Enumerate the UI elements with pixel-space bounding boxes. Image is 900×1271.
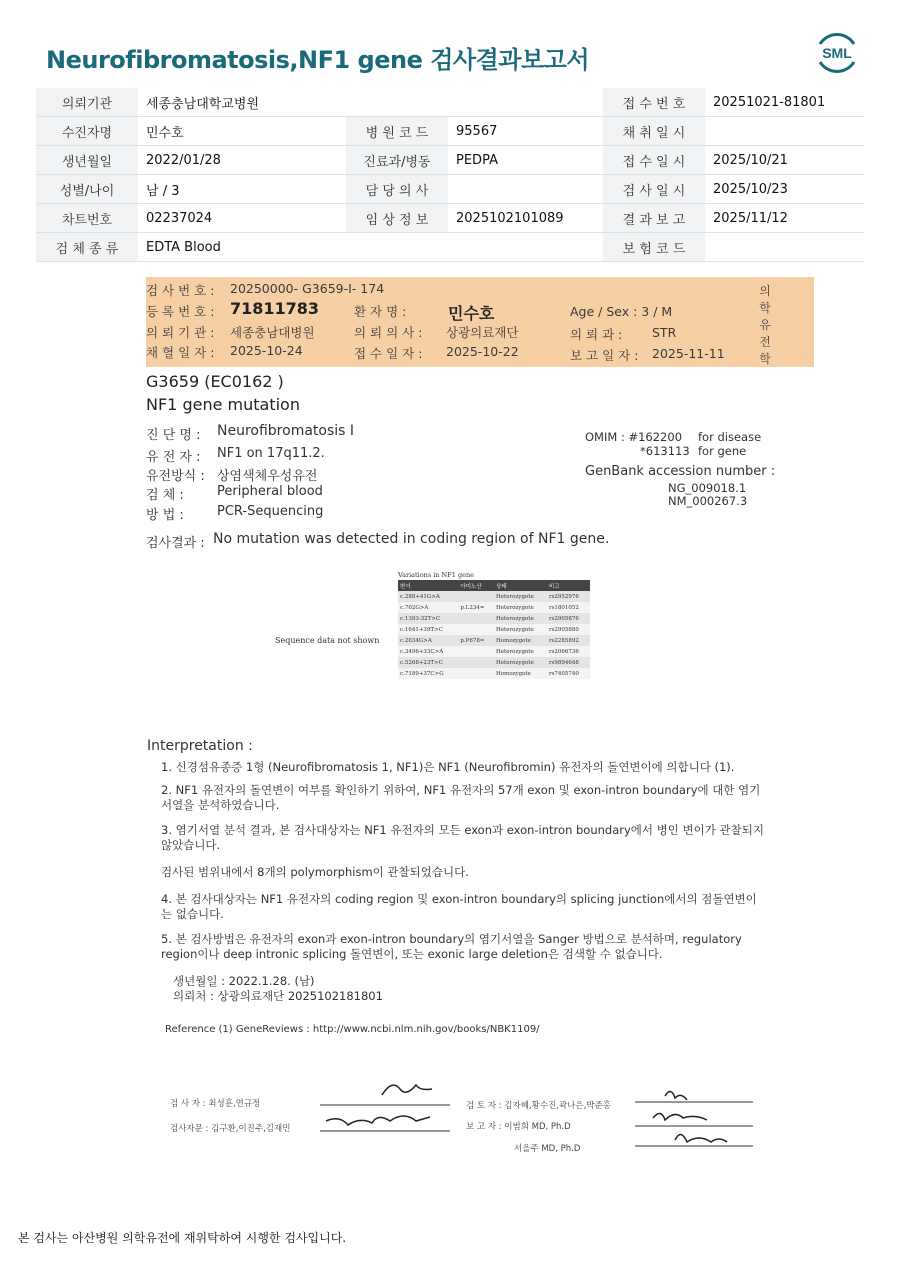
value-patient-name: 민수호 [138,117,346,146]
label-department: 진료과/병동 [346,146,448,175]
advisor-line: 검사자문 : 김구환,이진주,김재민 [170,1124,291,1134]
variations-table [398,571,590,679]
cell [458,613,494,624]
report-title: Neurofibromatosis,NF1 gene 검사결과보고서 [46,46,590,74]
reviewer-line: 검 토 자 : 김자혜,황수진,곽나은,박준홍 [466,1101,611,1111]
cell: p.L234= [458,602,494,613]
table-row [398,657,590,668]
interpretation-heading: Interpretation : [147,738,253,754]
info-row [36,146,864,175]
interpretation-item-2: 2. NF1 유전자의 돌연변이 여부를 확인하기 위하여, NF1 유전자의 57개 exon 및 exon-intron boundary에 대한 염기서열을 분석하였습니다. [161,783,761,812]
label-test-date: 검 사 일 시 [603,175,705,204]
inheritance: 상염색체우성유전 [217,469,318,484]
reference-line: Reference (1) GeneReviews : http://www.ncbi.nlm.nih.gov/books/NBK1109/ [165,1024,540,1035]
interpretation-item-3: 3. 염기서열 분석 결과, 본 검사대상자는 NF1 유전자의 모든 exon과 exon-intron boundary에서 병인 변이가 관찰되지 않았습니다. [161,823,764,852]
label-physician: 담 당 의 사 [346,175,448,204]
age-sex: Age / Sex : 3 / M [570,304,673,319]
value-receipt-no: 20251021-81801 [705,88,864,117]
genbank-nm: NM_000267.3 [668,494,748,508]
cell: rs2905880 [547,624,590,635]
cell: rs2952976 [547,591,590,602]
table-row [398,668,590,679]
cell: p.P678= [458,635,494,646]
reg-label: 등 록 번 호 : [146,304,215,319]
header-variant: 변이 [398,580,458,591]
method: PCR-Sequencing [217,504,324,519]
label-receipt-no: 접 수 번 호 [603,88,705,117]
result-label: 검사결과 : [146,536,205,551]
variations-caption: Variations in NF1 gene [398,571,474,579]
cell [458,624,494,635]
genbank-label: GenBank accession number : [585,464,776,479]
cell: rs1801052 [547,602,590,613]
info-row [36,204,864,233]
tester-line: 검 사 자 : 최성훈,연규정 [170,1099,261,1109]
cell: Heterozygote [494,602,547,613]
specimen-label: 검 체 : [146,488,184,503]
info-row [36,117,864,146]
value-sex-age: 남 / 3 [138,175,346,204]
signature-tester [320,1075,455,1145]
omim-disease-note: for disease [698,430,762,444]
diagnosis-label: 진 단 명 : [146,428,201,443]
reporter-line: 보 고 자 : 이범희 MD, Ph.D [466,1122,571,1132]
label-collection-date: 채 취 일 시 [603,117,705,146]
variations-header-row [398,580,590,591]
lab-header-band [146,277,814,367]
gene: NF1 on 17q11.2. [217,446,325,461]
table-row [398,646,590,657]
test-code: G3659 (EC0162 ) [146,372,284,391]
sml-logo [812,30,862,76]
report-date: 2025-11-11 [652,346,725,361]
dept: STR [652,325,677,340]
collection-date: 2025-10-24 [230,343,303,358]
table-row [398,613,590,624]
header-amino-acid: 아미노산 [458,580,494,591]
label-hospital-code: 병 원 코 드 [346,117,448,146]
value-collection-date [705,117,864,146]
inheritance-label: 유전방식 : [146,469,205,484]
value-clinical-info: 2025102101089 [448,204,603,233]
cell: Homozygote [494,668,547,679]
cell: c.7189+37C>G [398,668,458,679]
value-chart-no: 02237024 [138,204,346,233]
table-row [398,624,590,635]
value-department: PEDPA [448,146,603,175]
label-specimen-type: 검 체 종 류 [36,233,138,262]
cell: c.3496+33C>A [398,646,458,657]
cell: Heterozygote [494,613,547,624]
value-hospital-code: 95567 [448,117,603,146]
label-clinical-info: 임 상 정 보 [346,204,448,233]
specimen: Peripheral blood [217,484,323,499]
patient-name: 민수호 [448,304,495,323]
footer-note: 본 검사는 아산병원 의학유전에 재위탁하여 시행한 검사입니다. [18,1231,347,1245]
patient-label: 환 자 명 : [354,304,407,319]
gene-label: 유 전 자 : [146,450,201,465]
logo-text: SML [822,45,852,61]
test-no: 20250000- G3659-I- 174 [230,281,385,296]
value-receipt-date: 2025/10/21 [705,146,864,175]
cell: rs2905876 [547,613,590,624]
org: 세종충남대병원 [230,325,315,340]
received-date: 2025-10-22 [446,344,519,359]
test-name: NF1 gene mutation [146,395,300,414]
cell: Heterozygote [494,591,547,602]
cell: c.2034G>A [398,635,458,646]
label-insurance-code: 보 험 코 드 [603,233,705,262]
value-requesting-org: 세종충남대학교병원 [138,88,603,117]
info-row [36,175,864,204]
cell: Homozygote [494,635,547,646]
report-label: 보 고 일 자 : [570,348,639,363]
interpretation-section [147,738,767,1037]
cell: c.288+41G>A [398,591,458,602]
table-row [398,602,590,613]
birth-date-line: 생년월일 : 2022.1.28. (남) [173,974,315,988]
table-row [398,635,590,646]
label-sex-age: 성별/나이 [36,175,138,204]
omim-gene-note: for gene [698,444,747,458]
interpretation-item-4: 4. 본 검사대상자는 NF1 유전자의 coding region 및 exon-intron boundary의 splicing junction에서의 점돌연변이는 없습니다. [161,892,757,921]
cell: c.5268+23T>C [398,657,458,668]
doctor-label: 의 뢰 의 사 : [354,325,423,340]
cell: rs9894648 [547,657,590,668]
table-row [398,591,590,602]
cell [458,591,494,602]
cell: Heterozygote [494,624,547,635]
header-status: 상태 [494,580,547,591]
info-row [36,88,864,117]
diagnosis: Neurofibromatosis I [217,423,355,439]
reporter2-line: 서을주 MD, Ph.D [514,1144,581,1154]
omim-gene: *613113 [640,444,690,458]
cell: c.1641+39T>C [398,624,458,635]
client-line: 의뢰처 : 상광의료재단 2025102181801 [173,989,383,1003]
label-birth-date: 생년월일 [36,146,138,175]
result-text: No mutation was detected in coding region of NF1 gene. [213,531,610,547]
cell: Heterozygote [494,657,547,668]
cell: c.1393-32T>C [398,613,458,624]
label-chart-no: 차트번호 [36,204,138,233]
value-report-date: 2025/11/12 [705,204,864,233]
cell: c.702G>A [398,602,458,613]
cell: rs2066736 [547,646,590,657]
reg-no: 71811783 [230,299,320,318]
patient-info-table [36,88,864,262]
interpretation-polymorphism: 검사된 범위내에서 8개의 polymorphism이 관찰되었습니다. [161,865,469,879]
department-vertical-label: 의학유전학 [759,284,771,366]
cell [458,657,494,668]
org-label: 의 뢰 기 관 : [146,325,215,340]
value-physician [448,175,603,204]
genbank-ng: NG_009018.1 [668,481,747,495]
header-note: 비고 [547,580,590,591]
info-row [36,233,864,262]
value-specimen-type: EDTA Blood [138,233,603,262]
value-insurance-code [705,233,864,262]
doctor: 상광의료재단 [446,325,519,340]
label-requesting-org: 의뢰기관 [36,88,138,117]
label-receipt-date: 접 수 일 시 [603,146,705,175]
dept-label: 의 뢰 과 : [570,327,623,342]
label-patient-name: 수진자명 [36,117,138,146]
collection-label: 채 혈 일 자 : [146,345,215,360]
sequence-note: Sequence data not shown [275,636,380,645]
cell: Heterozygote [494,646,547,657]
value-test-date: 2025/10/23 [705,175,864,204]
label-report-date: 결 과 보 고 [603,204,705,233]
cell: rs2285892 [547,635,590,646]
method-label: 방 법 : [146,508,184,523]
cell [458,668,494,679]
interpretation-item-5: 5. 본 검사방법은 유전자의 exon과 exon-intron boundary의 염기서열을 Sanger 방법으로 분석하며, regulatory region이나 deep intronic splicing 돌연변이, 또는 exonic large deletion은 검색할 수 없습니다. [161,932,742,961]
omim-disease: OMIM : #162200 [585,430,683,444]
received-label: 접 수 일 자 : [354,346,423,361]
cell [458,646,494,657]
interpretation-item-1: 1. 신경섬유종증 1형 (Neurofibromatosis 1, NF1)은 NF1 (Neurofibromin) 유전자의 돌연변이에 의합니다 (1). [161,760,735,774]
cell: rs7405740 [547,668,590,679]
value-birth-date: 2022/01/28 [138,146,346,175]
signature-reviewer [635,1088,755,1150]
test-no-label: 검 사 번 호 : [146,283,215,298]
